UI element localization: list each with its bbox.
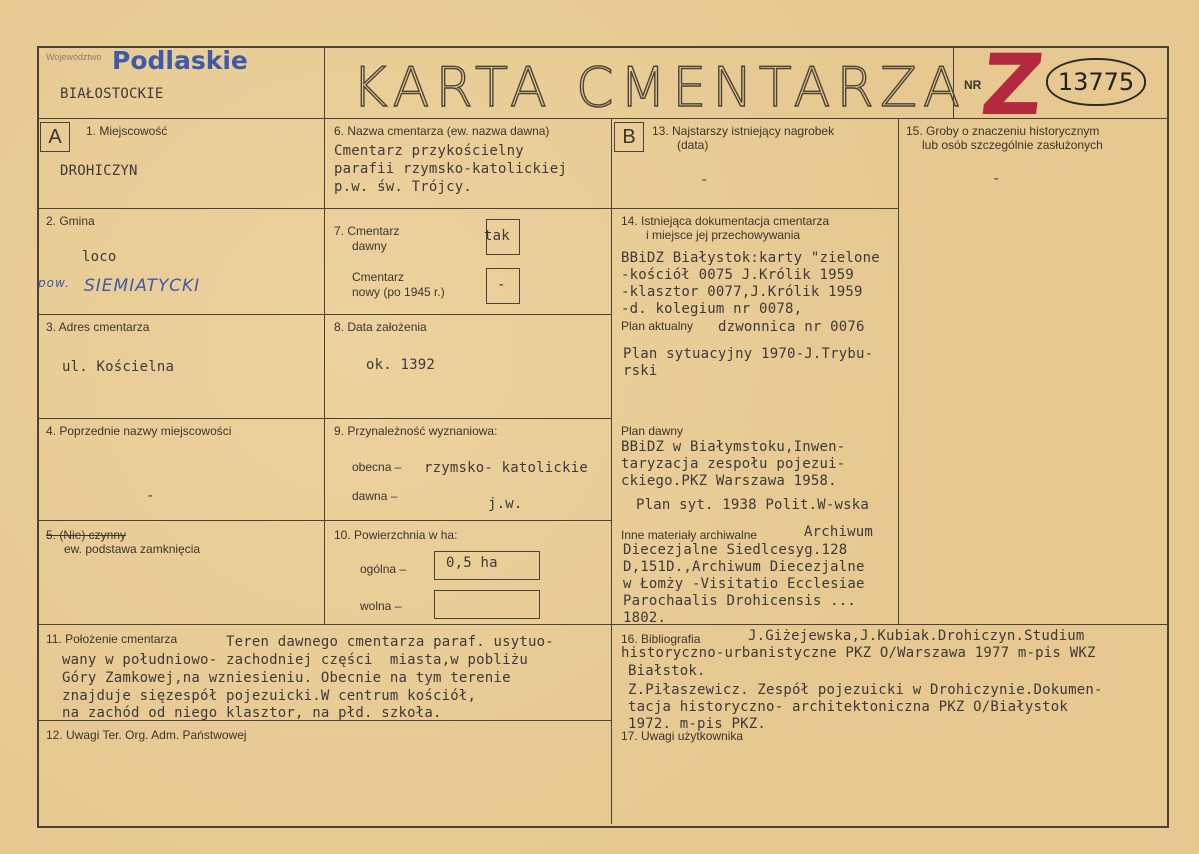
field-14-line-17: 1802. bbox=[623, 610, 667, 626]
field-7-nowy-label: Cmentarz bbox=[352, 270, 405, 284]
nr-label: NR bbox=[964, 78, 982, 92]
field-5-label: 5. (Nie) czynny bbox=[46, 528, 127, 542]
field-14-line-16: Parochaalis Drohicensis ... bbox=[623, 593, 856, 609]
field-16-line-3: Białstok. bbox=[628, 663, 706, 679]
field-14-line-10: ckiego.PKZ Warszawa 1958. bbox=[621, 473, 837, 489]
section-b-letter: B bbox=[614, 122, 644, 152]
field-15-sublabel: lub osób szczególnie zasłużonych bbox=[922, 138, 1103, 152]
field-9-dawna-label: dawna – bbox=[352, 489, 398, 503]
section-a-letter: A bbox=[40, 122, 70, 152]
field-10-label: 10. Powierzchnia w ha: bbox=[334, 528, 458, 542]
field-16-line-4: Z.Piłaszewicz. Zespół pojezuicki w Drohiczynie.Dokumen- bbox=[628, 682, 1103, 698]
field-16-line-2: historyczno-urbanistyczne PKZ O/Warszawa 1977 m-pis WKZ bbox=[621, 645, 1096, 661]
field-14-plan-dawny-label: Plan dawny bbox=[621, 424, 684, 438]
field-16-line-5: tacja historyczno- architektoniczna PKZ O/Białystok bbox=[628, 699, 1069, 715]
field-14-plan-aktualny-label: Plan aktualny bbox=[621, 319, 694, 333]
field-13-value: - bbox=[700, 172, 709, 188]
col-divider-1 bbox=[324, 118, 325, 624]
nr-number: 13775 bbox=[1046, 58, 1146, 106]
col-divider-3 bbox=[898, 118, 899, 624]
row-rule-3 bbox=[37, 418, 611, 419]
field-6-line-2: parafii rzymsko-katolickiej bbox=[334, 161, 567, 177]
field-6-line-1: Cmentarz przykościelny bbox=[334, 143, 524, 159]
field-6-label: 6. Nazwa cmentarza (ew. nazwa dawna) bbox=[334, 124, 550, 138]
field-4-label: 4. Poprzednie nazwy miejscowości bbox=[46, 424, 232, 438]
field-7-nowy-sublabel: nowy (po 1945 r.) bbox=[352, 285, 445, 299]
field-14-sublabel: i miejsce jej przechowywania bbox=[646, 228, 801, 242]
field-14-line-2: -kościół 0075 J.Królik 1959 bbox=[621, 267, 854, 283]
field-13-sublabel: (data) bbox=[677, 138, 709, 152]
field-11-line-1: Teren dawnego cmentarza paraf. usytuo- bbox=[226, 634, 554, 650]
field-4-value: - bbox=[146, 488, 155, 504]
field-14-label: 14. Istniejąca dokumentacja cmentarza bbox=[621, 214, 830, 228]
field-8-label: 8. Data założenia bbox=[334, 320, 427, 334]
field-7-nowy-value: - bbox=[497, 277, 506, 293]
field-9-obecna-label: obecna – bbox=[352, 460, 402, 474]
field-16-label: 16. Bibliografia bbox=[621, 632, 701, 646]
nr-letter-mark: Z bbox=[976, 36, 1049, 134]
row-rule-1b bbox=[611, 208, 898, 209]
field-14-line-11: Plan syt. 1938 Polit.W-wska bbox=[636, 497, 869, 513]
field-10-wolna-box bbox=[434, 590, 540, 619]
field-12-label: 12. Uwagi Ter. Org. Adm. Państwowej bbox=[46, 728, 247, 742]
field-15-label: 15. Groby o znaczeniu historycznym bbox=[906, 124, 1100, 138]
field-14-line-3: -klasztor 0077,J.Królik 1959 bbox=[621, 284, 863, 300]
field-8-value: ok. 1392 bbox=[366, 357, 436, 373]
field-11-line-5: na zachód od niego klasztor, na płd. szkoła. bbox=[62, 705, 442, 721]
field-14-line-4: -d. kolegium nr 0078, bbox=[621, 301, 803, 317]
field-16-line-1: J.Giżejewska,J.Kubiak.Drohiczyn.Studium bbox=[748, 628, 1085, 644]
field-11-line-3: Góry Zamkowej,na wzniesieniu. Obecnie na tym terenie bbox=[62, 670, 511, 686]
field-15-value: - bbox=[992, 171, 1001, 187]
field-3-label: 3. Adres cmentarza bbox=[46, 320, 150, 334]
region-stamp: Podlaskie bbox=[112, 46, 248, 75]
card-title: KARTA CMENTARZA bbox=[352, 56, 966, 119]
field-3-value: ul. Kościelna bbox=[62, 359, 175, 375]
region-typed: BIAŁOSTOCKIE bbox=[60, 86, 164, 102]
field-9-label: 9. Przynależność wyznaniowa: bbox=[334, 424, 498, 438]
field-9-obecna-value: rzymsko- katolickie bbox=[424, 460, 588, 476]
col-divider-2 bbox=[611, 118, 612, 824]
row-rule-5 bbox=[37, 624, 1167, 625]
wojewodztwo-label: Województwo bbox=[46, 52, 102, 62]
field-5-sublabel: ew. podstawa zamknięcia bbox=[64, 542, 201, 556]
field-2-label: 2. Gmina bbox=[46, 214, 95, 228]
field-10-ogolna-label: ogólna – bbox=[360, 562, 407, 576]
header-divider-left bbox=[324, 46, 325, 118]
header-bottom-rule bbox=[37, 118, 1167, 119]
field-6-line-3: p.w. św. Trójcy. bbox=[334, 179, 473, 195]
field-9-dawna-value: j.w. bbox=[488, 496, 523, 512]
field-2-pow-label: pow. bbox=[38, 276, 70, 290]
row-rule-1 bbox=[37, 208, 611, 209]
field-11-line-4: znajduje sięzespół pojezuicki.W centrum kościół, bbox=[62, 688, 477, 704]
field-16-line-6: 1972. m-pis PKZ. bbox=[628, 716, 767, 732]
field-2-value: loco bbox=[82, 249, 117, 265]
header-divider-right bbox=[953, 46, 954, 118]
field-14-inne-label: Inne materiały archiwalne bbox=[621, 528, 758, 542]
field-14-line-12: Archiwum bbox=[804, 524, 874, 540]
field-10-ogolna-value: 0,5 ha bbox=[446, 555, 498, 571]
field-14-line-5: dzwonnica nr 0076 bbox=[718, 319, 865, 335]
field-11-line-2: wany w południowo- zachodniej części miasta,w pobliżu bbox=[62, 652, 528, 668]
field-14-line-9: taryzacja zespołu pojezui- bbox=[621, 456, 846, 472]
field-10-wolna-label: wolna – bbox=[360, 599, 402, 613]
field-17-label: 17. Uwagi użytkownika bbox=[621, 729, 744, 743]
field-14-line-14: D,151D.,Archiwum Diecezjalne bbox=[623, 559, 865, 575]
field-1-label: 1. Miejscowość bbox=[86, 124, 168, 138]
field-7-dawny-label: dawny bbox=[352, 239, 387, 253]
row-rule-4 bbox=[37, 520, 611, 521]
field-1-value: DROHICZYN bbox=[60, 163, 138, 179]
field-7-label: 7. Cmentarz bbox=[334, 224, 400, 238]
field-14-line-1: BBiDZ Białystok:karty "zielone bbox=[621, 250, 880, 266]
field-14-line-8: BBiDZ w Białymstoku,Inwen- bbox=[621, 439, 846, 455]
field-11-label: 11. Położenie cmentarza bbox=[46, 632, 178, 646]
field-14-line-7: rski bbox=[623, 363, 658, 379]
field-7-dawny-value: tak bbox=[484, 228, 510, 244]
field-14-line-13: Diecezjalne Siedlcesyg.128 bbox=[623, 542, 848, 558]
row-rule-2 bbox=[37, 314, 611, 315]
field-14-line-15: w Łomży -Visitatio Ecclesiae bbox=[623, 576, 865, 592]
field-13-label: 13. Najstarszy istniejący nagrobek bbox=[652, 124, 835, 138]
field-2-pow-value: SIEMIATYCKI bbox=[84, 276, 201, 296]
field-14-line-6: Plan sytuacyjny 1970-J.Trybu- bbox=[623, 346, 874, 362]
